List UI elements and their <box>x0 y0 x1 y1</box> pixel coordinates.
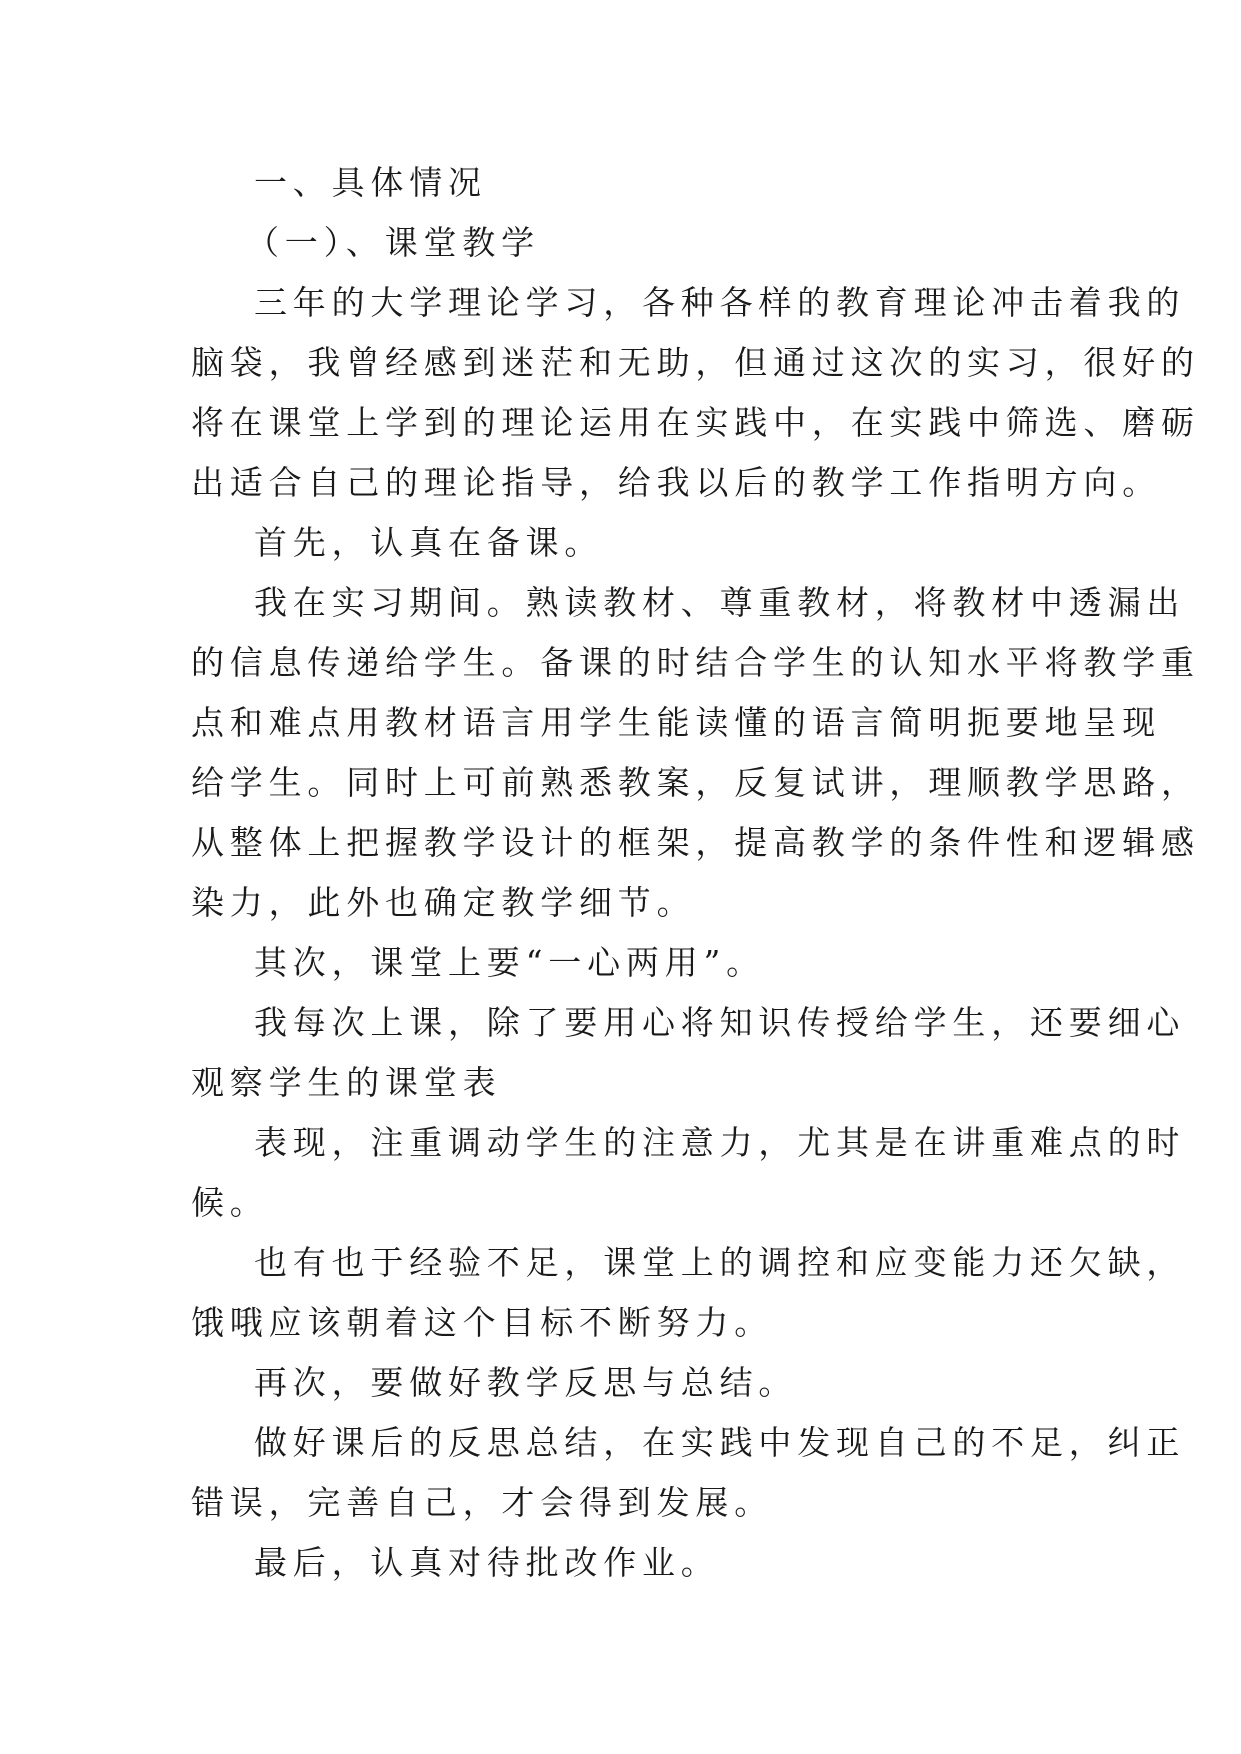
paragraph-line: 点和难点用教材语言用学生能读懂的语言简明扼要地呈现 <box>191 703 1161 742</box>
paragraph-line: 染力，此外也确定教学细节。 <box>191 883 696 922</box>
paragraph-line: 再次，要做好教学反思与总结。 <box>254 1363 798 1402</box>
paragraph-line: 我在实习期间。熟读教材、尊重教材，将教材中透漏出 <box>254 583 1186 622</box>
paragraph-line: 脑袋，我曾经感到迷茫和无助，但通过这次的实习，很好的 <box>191 343 1200 382</box>
paragraph-line: 给学生。同时上可前熟悉教案，反复试讲，理顺教学思路， <box>191 763 1200 802</box>
paragraph-line: 表现，注重调动学生的注意力，尤其是在讲重难点的时 <box>254 1123 1186 1162</box>
paragraph-line: 我每次上课，除了要用心将知识传授给学生，还要细心 <box>254 1003 1186 1042</box>
paragraph-line: 将在课堂上学到的理论运用在实践中，在实践中筛选、磨砺 <box>191 403 1200 442</box>
subsection-heading: （一）、课堂教学 <box>246 223 540 262</box>
paragraph-line: 其次，课堂上要“一心两用”。 <box>254 943 765 982</box>
paragraph-line: 首先，认真在备课。 <box>254 523 604 562</box>
paragraph-line: 也有也于经验不足，课堂上的调控和应变能力还欠缺， <box>254 1243 1186 1282</box>
paragraph-line: 做好课后的反思总结，在实践中发现自己的不足，纠正 <box>254 1423 1186 1462</box>
paragraph-line: 候。 <box>191 1183 269 1222</box>
paragraph-line: 的信息传递给学生。备课的时结合学生的认知水平将教学重 <box>191 643 1200 682</box>
paragraph-line: 饿哦应该朝着这个目标不断努力。 <box>191 1303 773 1342</box>
paragraph-line: 三年的大学理论学习，各种各样的教育理论冲击着我的 <box>254 283 1186 322</box>
paragraph-line: 观察学生的课堂表 <box>191 1063 502 1102</box>
paragraph-line: 最后，认真对待批改作业。 <box>254 1543 720 1582</box>
paragraph-line: 错误，完善自己，才会得到发展。 <box>191 1483 773 1522</box>
section-heading: 一、具体情况 <box>254 163 487 202</box>
paragraph-line: 出适合自己的理论指导，给我以后的教学工作指明方向。 <box>191 463 1161 502</box>
paragraph-line: 从整体上把握教学设计的框架，提高教学的条件性和逻辑感 <box>191 823 1200 862</box>
